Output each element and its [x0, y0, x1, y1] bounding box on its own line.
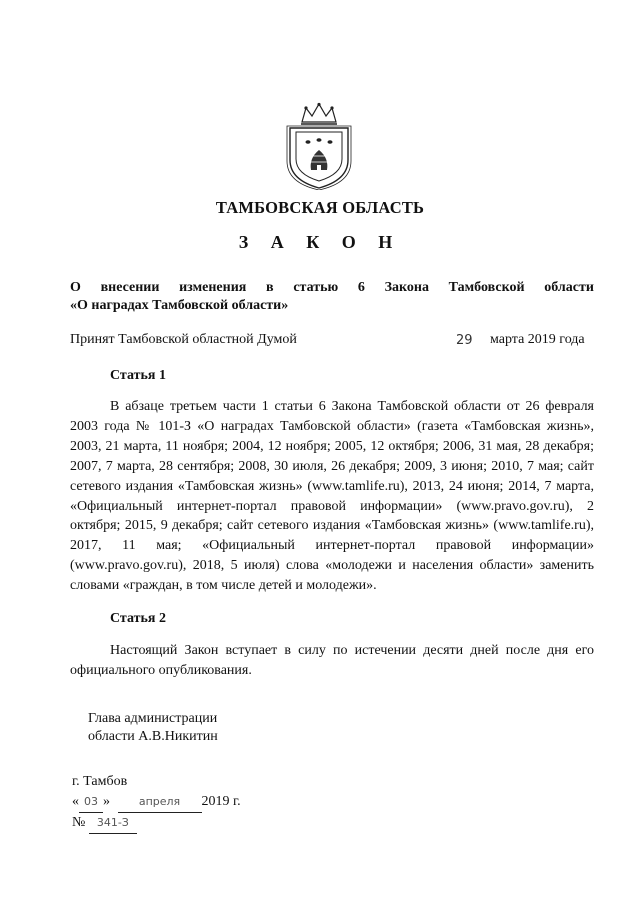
subject-line-2: «О наградах Тамбовской области»: [70, 298, 289, 313]
article-1-title: Статья 1: [110, 368, 166, 383]
city: г. Тамбов: [72, 774, 128, 789]
coat-of-arms-emblem: [284, 102, 354, 190]
adoption-day: 29: [456, 333, 473, 348]
adoption-label: Принят Тамбовской областной Думой: [70, 332, 297, 347]
subject-line-1: [70, 279, 594, 297]
law-subject: [70, 279, 594, 315]
subject-word: Тамбовской: [448, 280, 525, 295]
subject-word: в: [266, 280, 274, 295]
article-2-text: Настоящий Закон вступает в силу по истечении десяти дней после дня его официального опубликования.: [70, 643, 594, 678]
subject-word: изменения: [179, 280, 247, 295]
subject-word: О: [70, 280, 81, 295]
article-1-text: В абзаце третьем части 1 статьи 6 Закона Тамбовской области от 26 февраля 2003 года № 101-З «О наградах Тамбовской области» (газета «Тамбовская жизнь», 2003, 21 марта, 11 ноября; 2004, 12 ноября; 2005, 12 октября; 2006, 31 мая, 28 декабря; 2007, 7 марта, 28 сентября; 2008, 30 июля, 26 декабря; 2009, 3 июня; 2010, 7 мая; сайт сетевого издания «Тамбовская жизнь» (www.tamlife.ru), 2013, 24 июня; 2014, 7 марта, «Официальный интернет-портал правовой информации» (www.pravo.gov.ru), 2 октября; 2015, 9 декабря; сайт сетевого издания «Тамбовская жизнь» (www.tamlife.ru), 2017, 11 мая; «Официальный интернет-портал правовой информации» (www.pravo.gov.ru), 2018, 5 июля) слова «молодежи и населения области» заменить словами «граждан, в том числе детей и молодежи».: [70, 399, 594, 594]
date-year: 2019 г.: [201, 794, 241, 809]
adoption-line: [70, 332, 594, 348]
date-day: 03: [79, 792, 103, 813]
adoption-month-year: марта 2019 года: [490, 332, 585, 347]
number-value: 341-З: [89, 813, 137, 834]
document-type: З А К О Н: [238, 232, 402, 252]
subject-word: области: [544, 280, 594, 295]
signature-name: области А.В.Никитин: [88, 729, 218, 744]
subject-word: внесении: [100, 280, 160, 295]
subject-word: 6: [357, 280, 365, 295]
article-2-title: Статья 2: [110, 611, 166, 626]
date-month: апреля: [118, 792, 202, 813]
number-label: №: [72, 815, 86, 830]
subject-word: Закона: [384, 280, 429, 295]
signature-position: Глава администрации: [88, 711, 218, 726]
place-date-number: [72, 772, 241, 834]
region-title: ТАМБОВСКАЯ ОБЛАСТЬ: [215, 198, 425, 217]
signing-date: [72, 792, 241, 813]
subject-word: статью: [293, 280, 339, 295]
date-open-quote: «: [72, 794, 79, 809]
date-close-quote: »: [103, 794, 110, 809]
law-number: [72, 813, 241, 834]
signature-block: [88, 710, 218, 746]
